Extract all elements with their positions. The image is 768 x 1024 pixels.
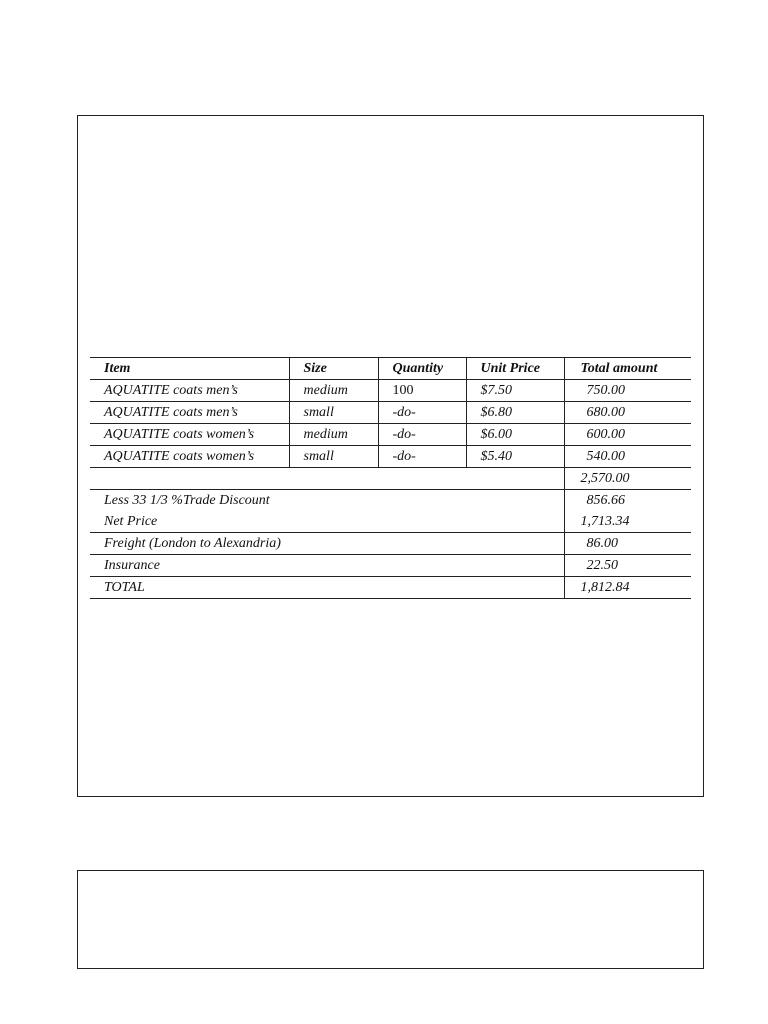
subtotal-row <box>90 468 691 490</box>
insurance-row <box>90 555 691 577</box>
cell-size: medium <box>289 380 378 402</box>
discount-row <box>90 490 691 512</box>
insurance-value: 22.50 <box>564 555 691 577</box>
total-value: 1,812.84 <box>564 577 691 599</box>
net-price-value: 1,713.34 <box>564 511 691 533</box>
total-row <box>90 577 691 599</box>
cell-size: medium <box>289 424 378 446</box>
freight-row <box>90 533 691 555</box>
cell-unit-price: $5.40 <box>466 446 564 468</box>
cell-quantity: -do- <box>378 402 466 424</box>
cell-item: AQUATITE coats women’s <box>90 446 289 468</box>
total-label: TOTAL <box>90 577 564 599</box>
net-price-label: Net Price <box>90 511 564 533</box>
cell-total: 750.00 <box>564 380 691 402</box>
cell-unit-price: $6.80 <box>466 402 564 424</box>
cell-unit-price: $7.50 <box>466 380 564 402</box>
cell-quantity: -do- <box>378 424 466 446</box>
discount-value: 856.66 <box>586 493 625 508</box>
freight-label: Freight (London to Alexandria) <box>90 533 564 555</box>
header-total-amount: Total amount <box>564 358 691 380</box>
cell-size: small <box>289 446 378 468</box>
invoice-table <box>90 357 691 599</box>
table-row <box>90 446 691 468</box>
cell-item: AQUATITE coats men’s <box>90 380 289 402</box>
cell-quantity: -do- <box>378 446 466 468</box>
subtotal-blank-cell <box>90 468 564 490</box>
header-item: Item <box>90 358 289 380</box>
cell-quantity: 100 <box>378 380 466 402</box>
cell-size: small <box>289 402 378 424</box>
table-row <box>90 380 691 402</box>
net-price-row <box>90 511 691 533</box>
freight-value: 86.00 <box>564 533 691 555</box>
table-header-row <box>90 358 691 380</box>
header-quantity: Quantity <box>378 358 466 380</box>
header-size: Size <box>289 358 378 380</box>
table-row <box>90 424 691 446</box>
cell-item: AQUATITE coats women’s <box>90 424 289 446</box>
cell-item: AQUATITE coats men’s <box>90 402 289 424</box>
header-unit-price: Unit Price <box>466 358 564 380</box>
table-row <box>90 402 691 424</box>
subtotal-value: 2,570.00 <box>564 468 691 490</box>
cell-total: 540.00 <box>564 446 691 468</box>
cell-unit-price: $6.00 <box>466 424 564 446</box>
discount-label: Less 33 1/3 %Trade Discount <box>90 490 564 512</box>
insurance-label: Insurance <box>90 555 564 577</box>
document-frame-bottom <box>77 870 704 969</box>
cell-total: 600.00 <box>564 424 691 446</box>
cell-total: 680.00 <box>564 402 691 424</box>
